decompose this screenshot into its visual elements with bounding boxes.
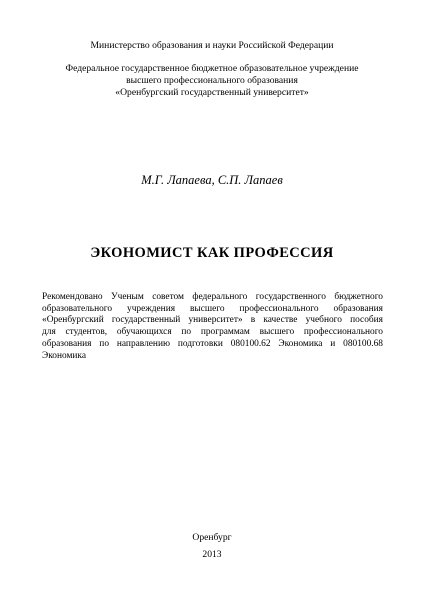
recommendation-line: образования по направлению подготовки 080100.62 Экономика и 080100.68: [42, 338, 383, 349]
institution-line: Федеральное государственное бюджетное образовательное учреждение: [65, 63, 359, 74]
recommendation-line: для студентов, обучающихся по программам высшего профессионального: [42, 327, 383, 338]
recommendation-line: Экономика: [42, 350, 87, 361]
recommendation-line: «Оренбургский государственный университет» в качестве учебного пособия: [42, 315, 383, 326]
publication-year: 2013: [202, 549, 222, 560]
institution-line: «Оренбургский государственный университет»: [115, 86, 309, 98]
document-title: ЭКОНОМИСТ КАК ПРОФЕССИЯ: [90, 245, 334, 261]
recommendation-line: образовательного учреждения высшего профессионального образования: [42, 303, 383, 314]
institution-block: [0, 63, 424, 98]
ministry-line: Министерство образования и науки Российской Федерации: [90, 40, 334, 51]
recommendation-paragraph: [42, 292, 383, 362]
publication-city: Оренбург: [192, 532, 232, 543]
institution-line: высшего профессионального образования: [126, 74, 298, 86]
recommendation-line: Рекомендовано Ученым советом федерального государственного бюджетного: [42, 292, 383, 302]
authors: М.Г. Лапаева, С.П. Лапаев: [141, 173, 283, 187]
